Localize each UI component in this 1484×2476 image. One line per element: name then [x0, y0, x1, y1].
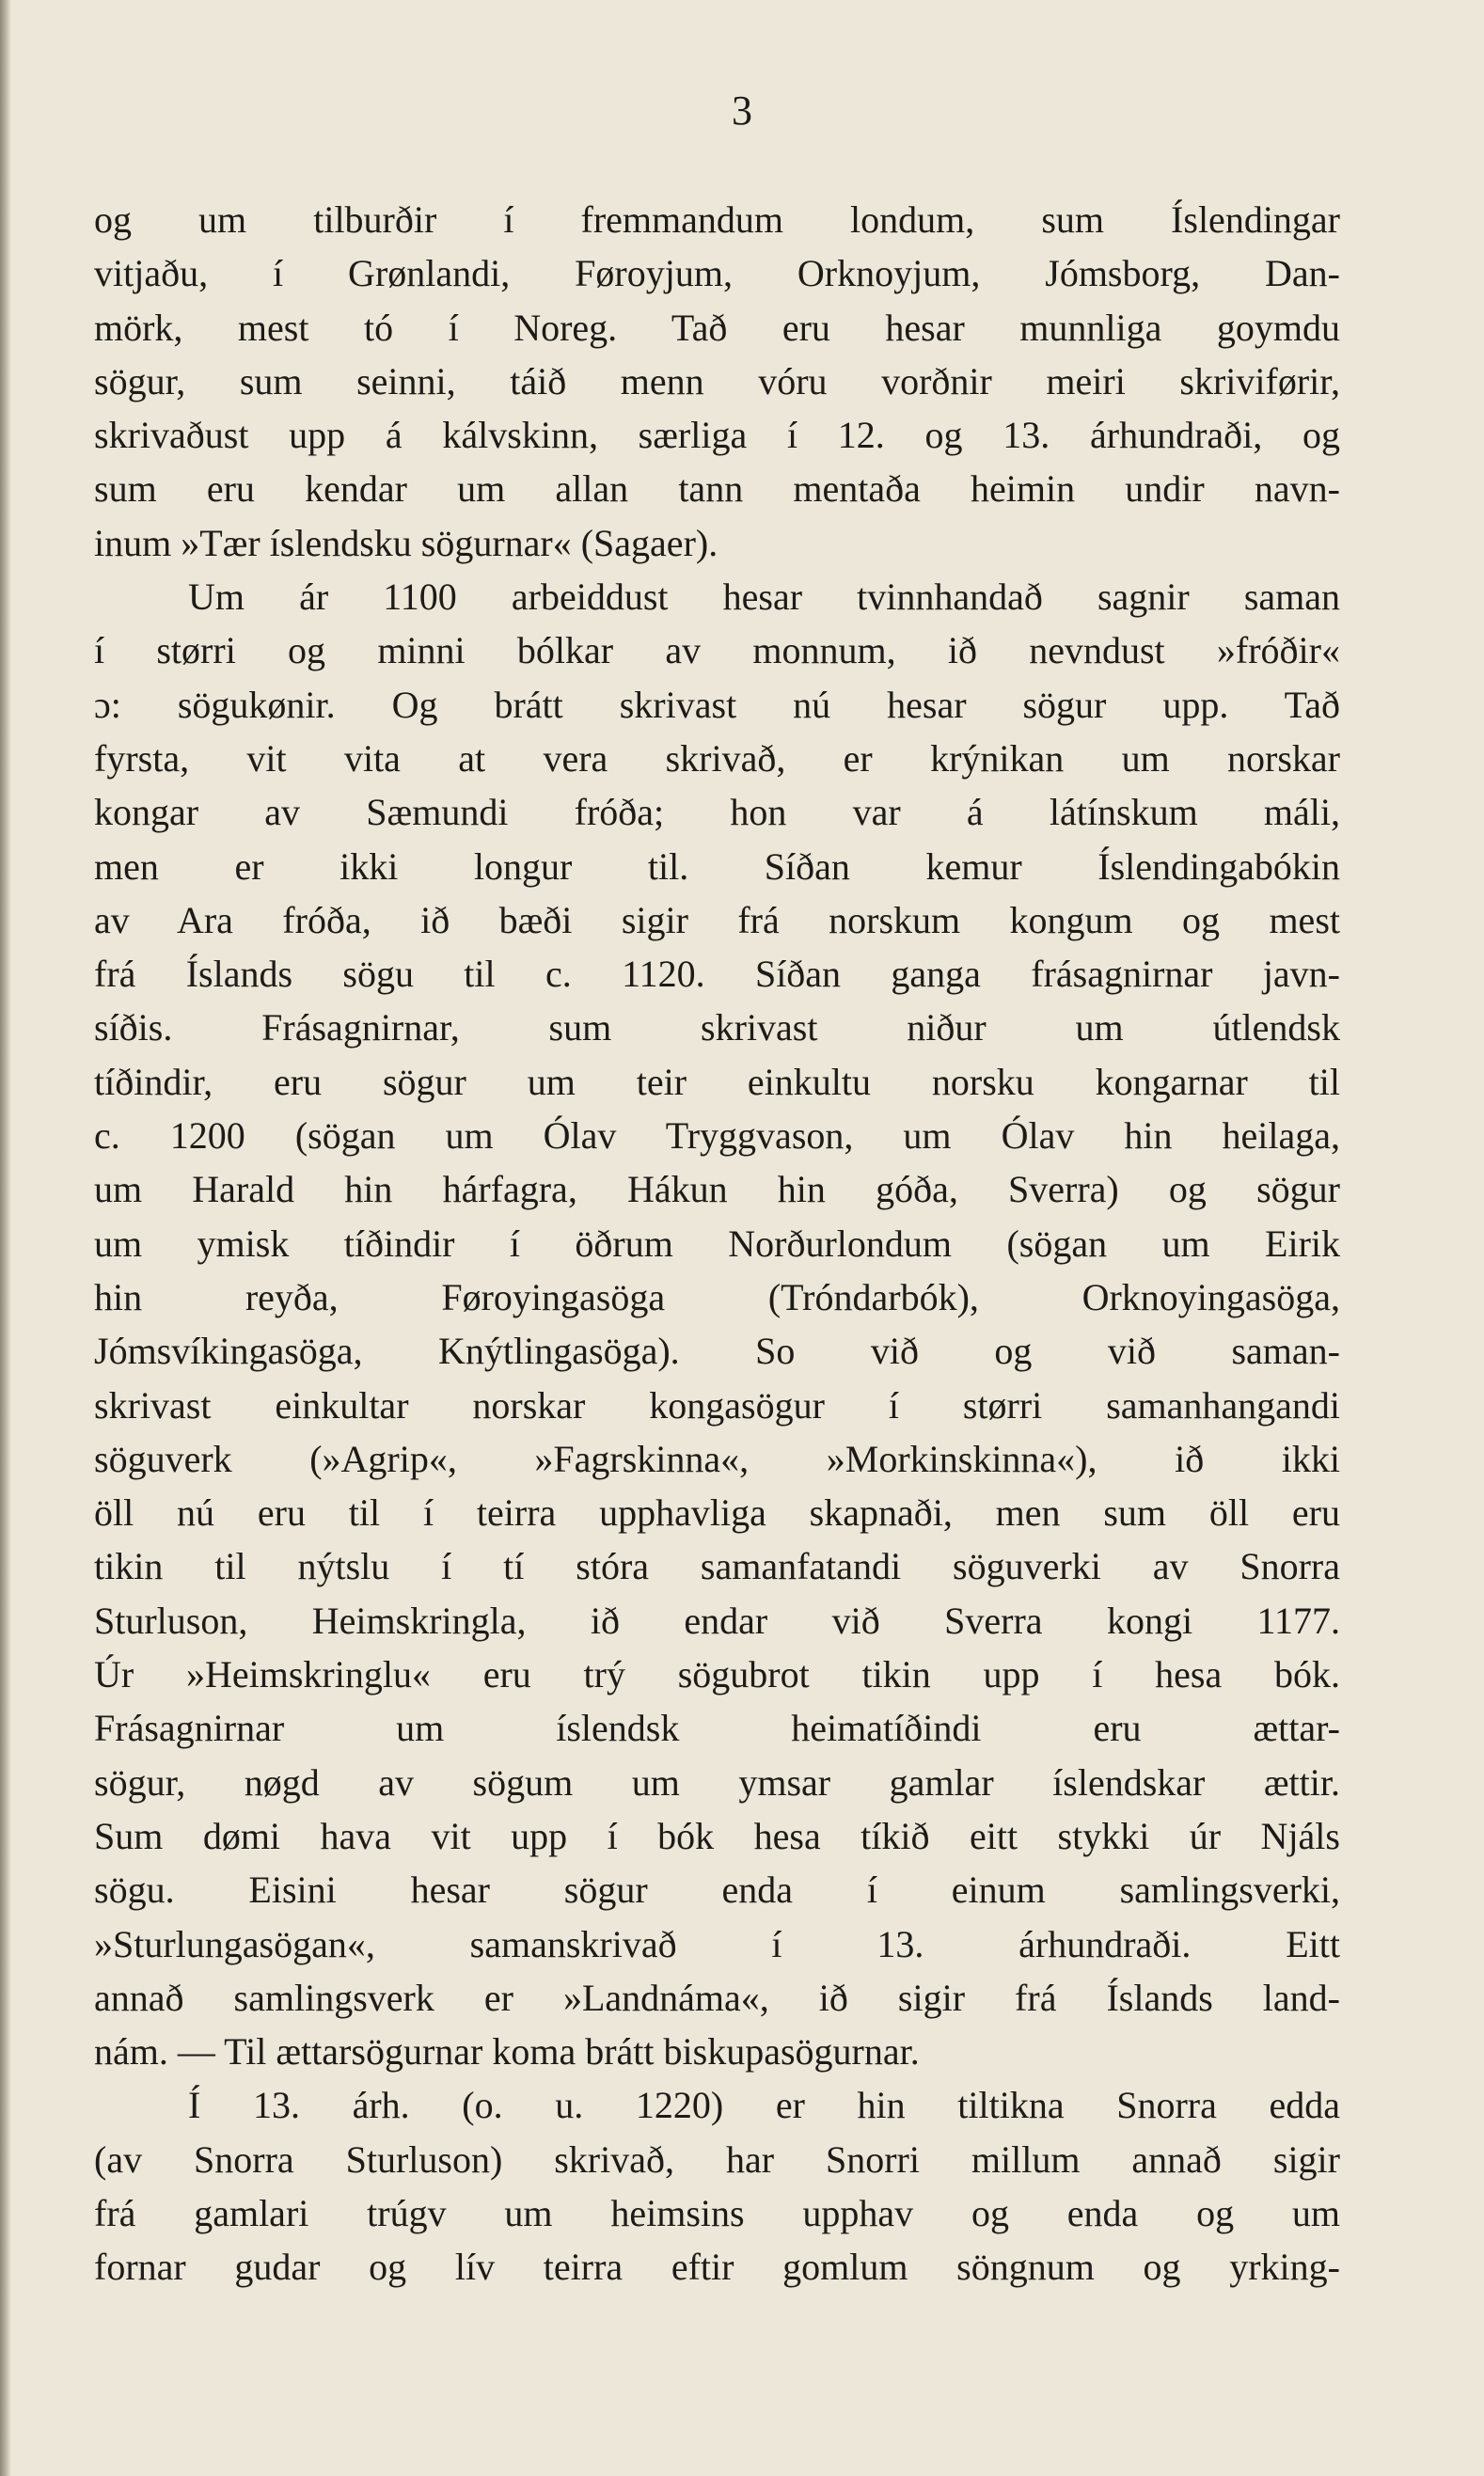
text-line: inum »Tær íslendsku sögurnar« (Sagaer).: [94, 521, 718, 564]
body-text: [94, 193, 1340, 2295]
text-line: frá gamlari trúgv um heimsins upphav og enda og um: [94, 2191, 1340, 2234]
text-line: og um tilburðir í fremmandum londum, sum Íslendingar: [94, 198, 1340, 241]
text-line: av Ara fróða, ið bæði sigir frá norskum kongum og mest: [94, 898, 1340, 941]
text-line: síðis. Frásagnirnar, sum skrivast niður um útlendsk: [94, 1006, 1340, 1049]
text-line: í størri og minni bólkar av monnum, ið nevndust »fróðir«: [94, 629, 1340, 672]
text-line: Úr »Heimskringlu« eru trý sögubrot tikin upp í hesa bók.: [94, 1653, 1340, 1696]
text-line: ɔ: sögukønir. Og brátt skrivast nú hesar sögur upp. Tað: [94, 683, 1340, 726]
page-number: 3: [732, 87, 752, 134]
text-line: men er ikki longur til. Síðan kemur Íslendingabókin: [94, 844, 1340, 888]
text-line: söguverk (»Agrip«, »Fagrskinna«, »Morkinskinna«), ið ikki: [94, 1437, 1340, 1480]
text-line: nám. — Til ættarsögurnar koma brátt biskupasögurnar.: [94, 2030, 920, 2074]
text-line: frá Íslands sögu til c. 1120. Síðan ganga frásagnirnar javn-: [94, 953, 1340, 996]
text-line: fyrsta, vit vita at vera skrivað, er krýnikan um norskar: [94, 736, 1340, 780]
text-line: sögu. Eisini hesar sögur enda í einum samlingsverki,: [94, 1869, 1340, 1912]
text-line: skrivaðust upp á kálvskinn, særliga í 12. og 13. árhundraði, og: [94, 414, 1340, 457]
text-line: Sturluson, Heimskringla, ið endar við Sverra kongi 1177.: [94, 1599, 1340, 1642]
text-line: tíðindir, eru sögur um teir einkultu norsku kongarnar til: [94, 1060, 1340, 1103]
page-edge: [0, 0, 11, 2476]
text-line: tikin til nýtslu í tí stóra samanfatandi söguverki av Snorra: [94, 1545, 1340, 1588]
text-line: Í 13. árh. (o. u. 1220) er hin tiltikna Snorra edda: [188, 2084, 1340, 2127]
text-line: skrivast einkultar norskar kongasögur í størri samanhangandi: [94, 1383, 1340, 1427]
text-line: Frásagnirnar um íslendsk heimatíðindi eru ættar-: [94, 1707, 1340, 1750]
text-line: öll nú eru til í teirra upphavliga skapnaði, men sum öll eru: [94, 1491, 1340, 1535]
text-line: mörk, mest tó í Noreg. Tað eru hesar munnliga goymdu: [94, 306, 1340, 349]
text-line: Sum dømi hava vit upp í bók hesa tíkið eitt stykki úr Njáls: [94, 1814, 1340, 1857]
text-line: sögur, nøgd av sögum um ymsar gamlar íslendskar ættir.: [94, 1760, 1340, 1804]
text-line: kongar av Sæmundi fróða; hon var á látínskum máli,: [94, 791, 1340, 834]
text-line: um ymisk tíðindir í öðrum Norðurlondum (sögan um Eirik: [94, 1222, 1340, 1265]
text-line: um Harald hin hárfagra, Hákun hin góða, Sverra) og sögur: [94, 1168, 1340, 1211]
text-line: sum eru kendar um allan tann mentaða heimin undir navn-: [94, 467, 1340, 511]
text-line: c. 1200 (sögan um Ólav Tryggvason, um Ólav hin heilaga,: [94, 1114, 1340, 1158]
text-line: Jómsvíkingasöga, Knýtlingasöga). So við og við saman-: [94, 1330, 1340, 1373]
text-line: Um ár 1100 arbeiddust hesar tvinnhandað sagnir saman: [188, 576, 1340, 619]
text-line: fornar gudar og lív teirra eftir gomlum söngnum og yrking-: [94, 2246, 1340, 2289]
text-line: hin reyða, Føroyingasöga (Tróndarbók), Orknoyingasöga,: [94, 1275, 1340, 1318]
text-line: annað samlingsverk er »Landnáma«, ið sigir frá Íslands land-: [94, 1976, 1340, 2019]
text-line: sögur, sum seinni, táið menn vóru vorðnir meiri skriviførir,: [94, 359, 1340, 402]
text-line: »Sturlungasögan«, samanskrivað í 13. árhundraði. Eitt: [94, 1922, 1340, 1965]
text-line: (av Snorra Sturluson) skrivað, har Snorri millum annað sigir: [94, 2137, 1340, 2181]
text-line: vitjaðu, í Grønlandi, Føroyjum, Orknoyjum, Jómsborg, Dan-: [94, 252, 1340, 295]
